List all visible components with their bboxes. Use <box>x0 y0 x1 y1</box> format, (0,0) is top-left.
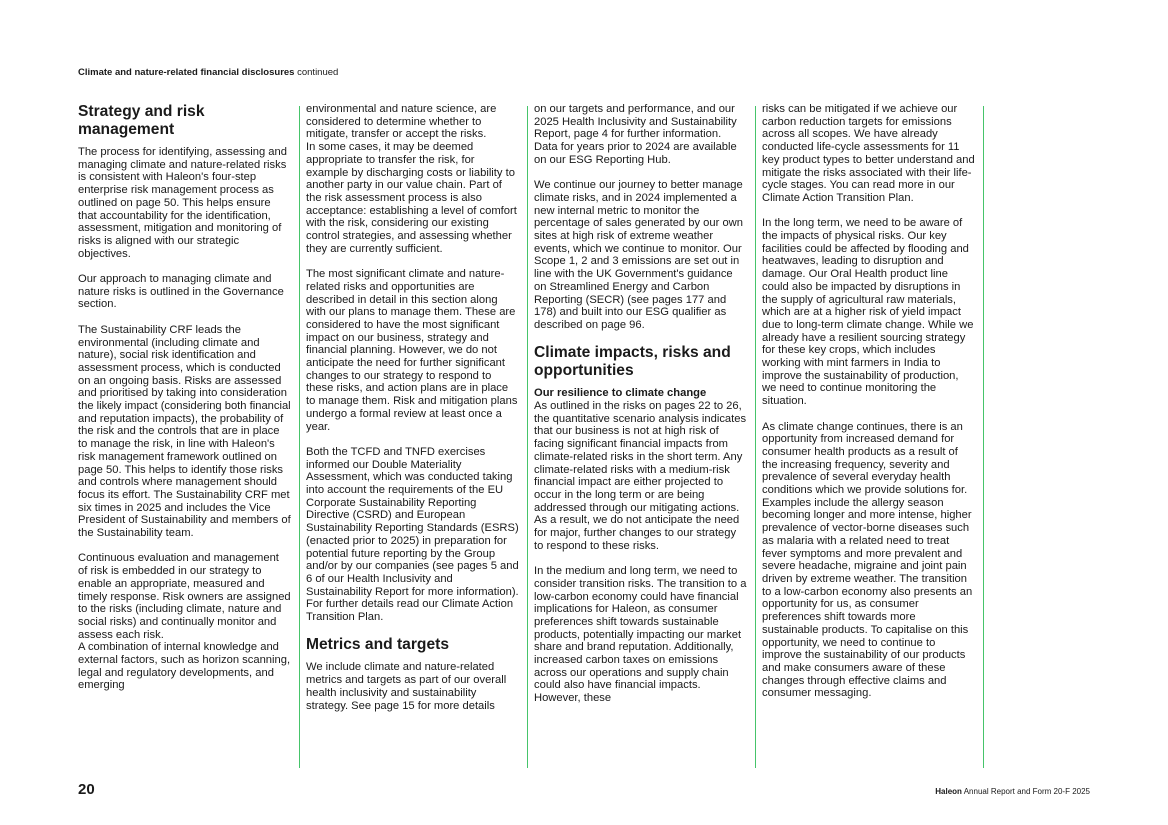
footer-brand: Haleon <box>935 787 962 796</box>
running-header-title: Climate and nature-related financial disclosures <box>78 67 295 78</box>
text-column-2 <box>306 103 519 725</box>
paragraph: Both the TCFD and TNFD exercises informed our Double Materiality Assessment, which was conducted taking into account the requirements of the EU Corporate Sustainability Reporting Directive (CSRD) and European Sustainability Reporting Standards (ESRS) (enacted prior to 2025) in preparation for potential future reporting by the Group and/or by our companies (see pages 5 and 6 of our Health Inclusivity and Sustainability Report for more information). For further details read our Climate Action Transition Plan. <box>306 445 519 624</box>
section-heading-strategy: Strategy and risk management <box>78 103 205 138</box>
paragraph: As outlined in the risks on pages 22 to 26, the quantitative scenario analysis indicates that our business is not at high risk of facing significant financial impacts from climate-related risks in the short term. Any climate-related risks with a medium-risk financial impact are either projected to occur in the long term or are being addressed through our mitigating actions. As a result, we do not anticipate the need for major, further changes to our strategy to respond to these risks. <box>534 400 747 552</box>
column-divider <box>755 106 756 768</box>
subheading-resilience: Our resilience to climate change <box>534 387 707 400</box>
paragraph: risks can be mitigated if we achieve our carbon reduction targets for emissions across all scopes. We have already conducted life-cycle assessments for 11 key product types to better understand and mitigate the risks associated with their life-cycle stages. You can read more in our Climate Action Transition Plan. <box>762 103 975 204</box>
paragraph: The Sustainability CRF leads the environmental (including climate and nature), social risk identification and assessment process, which is conducted on an ongoing basis. Risks are assessed and prioritised by taking into consideration the likely impact (considering both financial and reputation impacts), the probability of the risk and the controls that are in place to manage the risk, in line with Haleon's risk management framework outlined on page 50. This helps to identify those risks and controls where management should focus its effort. The Sustainability CRF met six times in 2025 and includes the Vice President of Sustainability and members of the Sustainability team. <box>78 323 291 540</box>
column-divider <box>299 106 300 768</box>
paragraph: Continuous evaluation and management of risk is embedded in our strategy to enable an appropriate, measured and timely response. Risk owners are assigned to the risks (including climate, nature and social risks) and continually monitor and assess each risk. <box>78 552 291 641</box>
text-column-3 <box>534 103 747 718</box>
paragraph: We include climate and nature-related metrics and targets as part of our overall health inclusivity and sustainability strategy. See page 15 for more details <box>306 661 507 712</box>
section-heading-metrics: Metrics and targets <box>306 636 449 654</box>
page-number: 20 <box>78 781 95 798</box>
paragraph: As climate change continues, there is an opportunity from increased demand for consumer health products as a result of the increasing frequency, severity and prevalence of several everyday health conditions which we provide solutions for. Examples include the allergy season becoming longer and more intense, higher prevalence of vector-borne diseases such as malaria with a related need to treat fever symptoms and more prevalent and severe headache, migraine and joint pain driven by extreme weather. The transition to a low-carbon economy also presents an opportunity for us, as consumer preferences shift towards more sustainable products. To capitalise on this opportunity, we need to continue to improve the sustainability of our products and make consumers aware of these changes through effective claims and consumer messaging. <box>762 420 973 700</box>
running-header-continued: continued <box>294 67 339 78</box>
paragraph: In the long term, we need to be aware of the impacts of physical risks. Our key facilities could be affected by flooding and heatwaves, leading to disruption and damage. Our Oral Health product line could also be impacted by disruptions in the supply of agricultural raw materials, which are at a higher risk of yield impact due to long-term climate change. While we already have a resilient sourcing strategy for these key crops, which includes working with mint farmers in India to improve the sustainability of production, we need to continue monitoring the situation. <box>762 217 974 408</box>
running-header <box>78 67 338 78</box>
paragraph: The process for identifying, assessing and managing climate and nature-related risks is consistent with Haleon's four-step enterprise risk management process as outlined on page 50. This helps ensure that accountability for the identification, assessment, mitigation and monitoring of risks is aligned with our strategic objectives. <box>78 146 287 260</box>
paragraph: In the medium and long term, we need to consider transition risks. The transition to a low-carbon economy could have financial implications for Haleon, as consumer preferences shift towards sustainable products, potentially impacting our market share and brand reputation. Additionally, increased carbon taxes on emissions across our operations and supply chain could also have financial impacts. However, these <box>534 565 747 705</box>
column-divider <box>983 106 984 768</box>
text-column-1 <box>78 103 291 705</box>
paragraph: environmental and nature science, are considered to determine whether to mitigate, transfer or accept the risks. <box>306 103 497 141</box>
footer-report-title: Annual Report and Form 20-F 2025 <box>961 787 1090 796</box>
paragraph: The most significant climate and nature-related risks and opportunities are described in detail in this section along with our plans to manage them. These are considered to have the most significant impact on our business, strategy and financial planning. However, we do not anticipate the need for further significant changes to our strategy to respond to these risks, and action plans are in place to manage them. Risk and mitigation plans undergo a formal review at least once a year. <box>306 268 518 433</box>
footer <box>935 787 1090 796</box>
section-heading-climate-impacts: Climate impacts, risks and opportunities <box>534 344 731 380</box>
column-divider <box>527 106 528 768</box>
paragraph: In some cases, it may be deemed appropriate to transfer the risk, for example by discharging costs or liability to another party in our value chain. Part of the risk assessment process is also acceptance: establishing a level of comfort with the risk, considering our existing control strategies, and assessing whether they are currently sufficient. <box>306 141 517 255</box>
paragraph: A combination of internal knowledge and external factors, such as horizon scanning, legal and regulatory developments, and emerging <box>78 641 291 692</box>
paragraph: on our targets and performance, and our 2025 Health Inclusivity and Sustainability Report, page 4 for further information. Data for years prior to 2024 are available on our ESG Reporting Hub. <box>534 103 737 166</box>
paragraph: Our approach to managing climate and nature risks is outlined in the Governance section. <box>78 273 284 311</box>
paragraph: We continue our journey to better manage climate risks, and in 2024 implemented a new internal metric to monitor the percentage of sales generated by our own sites at high risk of extreme weather events, which we continue to monitor. Our Scope 1, 2 and 3 emissions are set out in line with the UK Government's guidance on Streamlined Energy and Carbon Reporting (SECR) (see pages 177 and 178) and built into our ESG qualifier as described on page 96. <box>534 179 743 331</box>
text-column-4 <box>762 103 975 713</box>
